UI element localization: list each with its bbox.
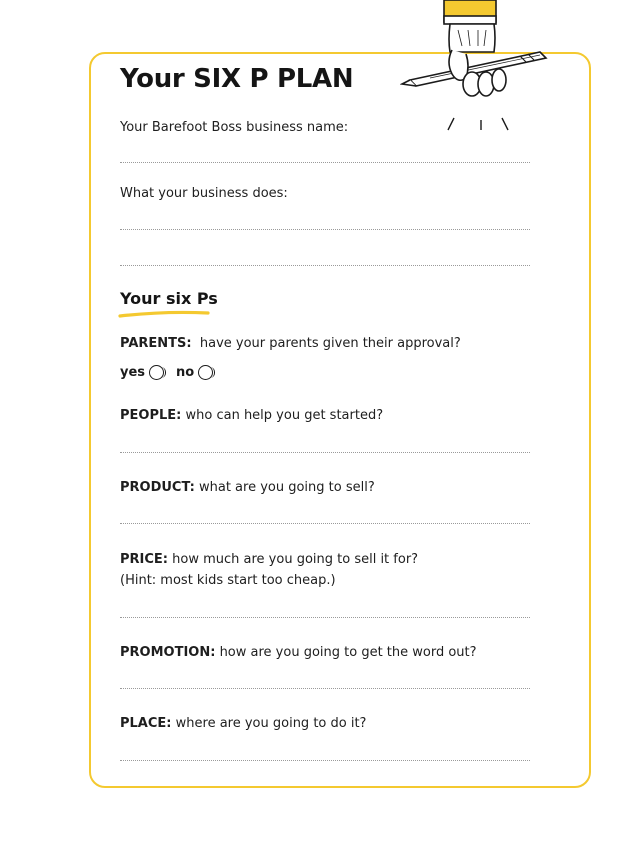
- heading-underline-swash: [118, 309, 210, 319]
- parents-question: [120, 336, 461, 351]
- business-does-label: What your business does:: [120, 186, 288, 201]
- people-question: [120, 408, 383, 423]
- place-text: where are you going to do it?: [175, 716, 367, 731]
- business-name-label: Your Barefoot Boss business name:: [120, 120, 349, 135]
- page-title: Your SIX P PLAN: [120, 64, 354, 94]
- people-line[interactable]: [120, 452, 530, 453]
- people-term: PEOPLE:: [120, 408, 182, 423]
- section-heading: Your six Ps: [120, 289, 218, 308]
- business-does-line-1[interactable]: [120, 229, 530, 230]
- price-term: PRICE:: [120, 552, 168, 567]
- place-term: PLACE:: [120, 716, 172, 731]
- hand-holding-pencil-icon: [400, 0, 560, 140]
- parents-text: have your parents given their approval?: [199, 336, 461, 351]
- no-option[interactable]: [176, 365, 213, 380]
- no-label: no: [176, 365, 195, 380]
- promotion-line[interactable]: [120, 688, 530, 689]
- people-text: who can help you get started?: [185, 408, 384, 423]
- price-text: how much are you going to sell it for?: [172, 552, 419, 567]
- business-name-line[interactable]: [120, 162, 530, 163]
- place-question: [120, 716, 366, 731]
- product-question: [120, 480, 375, 495]
- yes-option[interactable]: [120, 365, 164, 380]
- yes-label: yes: [120, 365, 146, 380]
- product-line[interactable]: [120, 523, 530, 524]
- yes-radio[interactable]: [149, 365, 164, 380]
- business-does-line-2[interactable]: [120, 265, 530, 266]
- price-hint: (Hint: most kids start too cheap.): [120, 573, 336, 588]
- no-radio[interactable]: [198, 365, 213, 380]
- parents-options: [120, 365, 225, 380]
- product-term: PRODUCT:: [120, 480, 195, 495]
- promotion-question: [120, 645, 477, 660]
- price-line[interactable]: [120, 617, 530, 618]
- price-question: [120, 552, 418, 567]
- place-line[interactable]: [120, 760, 530, 761]
- promotion-text: how are you going to get the word out?: [219, 645, 477, 660]
- product-text: what are you going to sell?: [198, 480, 375, 495]
- promotion-term: PROMOTION:: [120, 645, 216, 660]
- parents-term: PARENTS:: [120, 336, 192, 351]
